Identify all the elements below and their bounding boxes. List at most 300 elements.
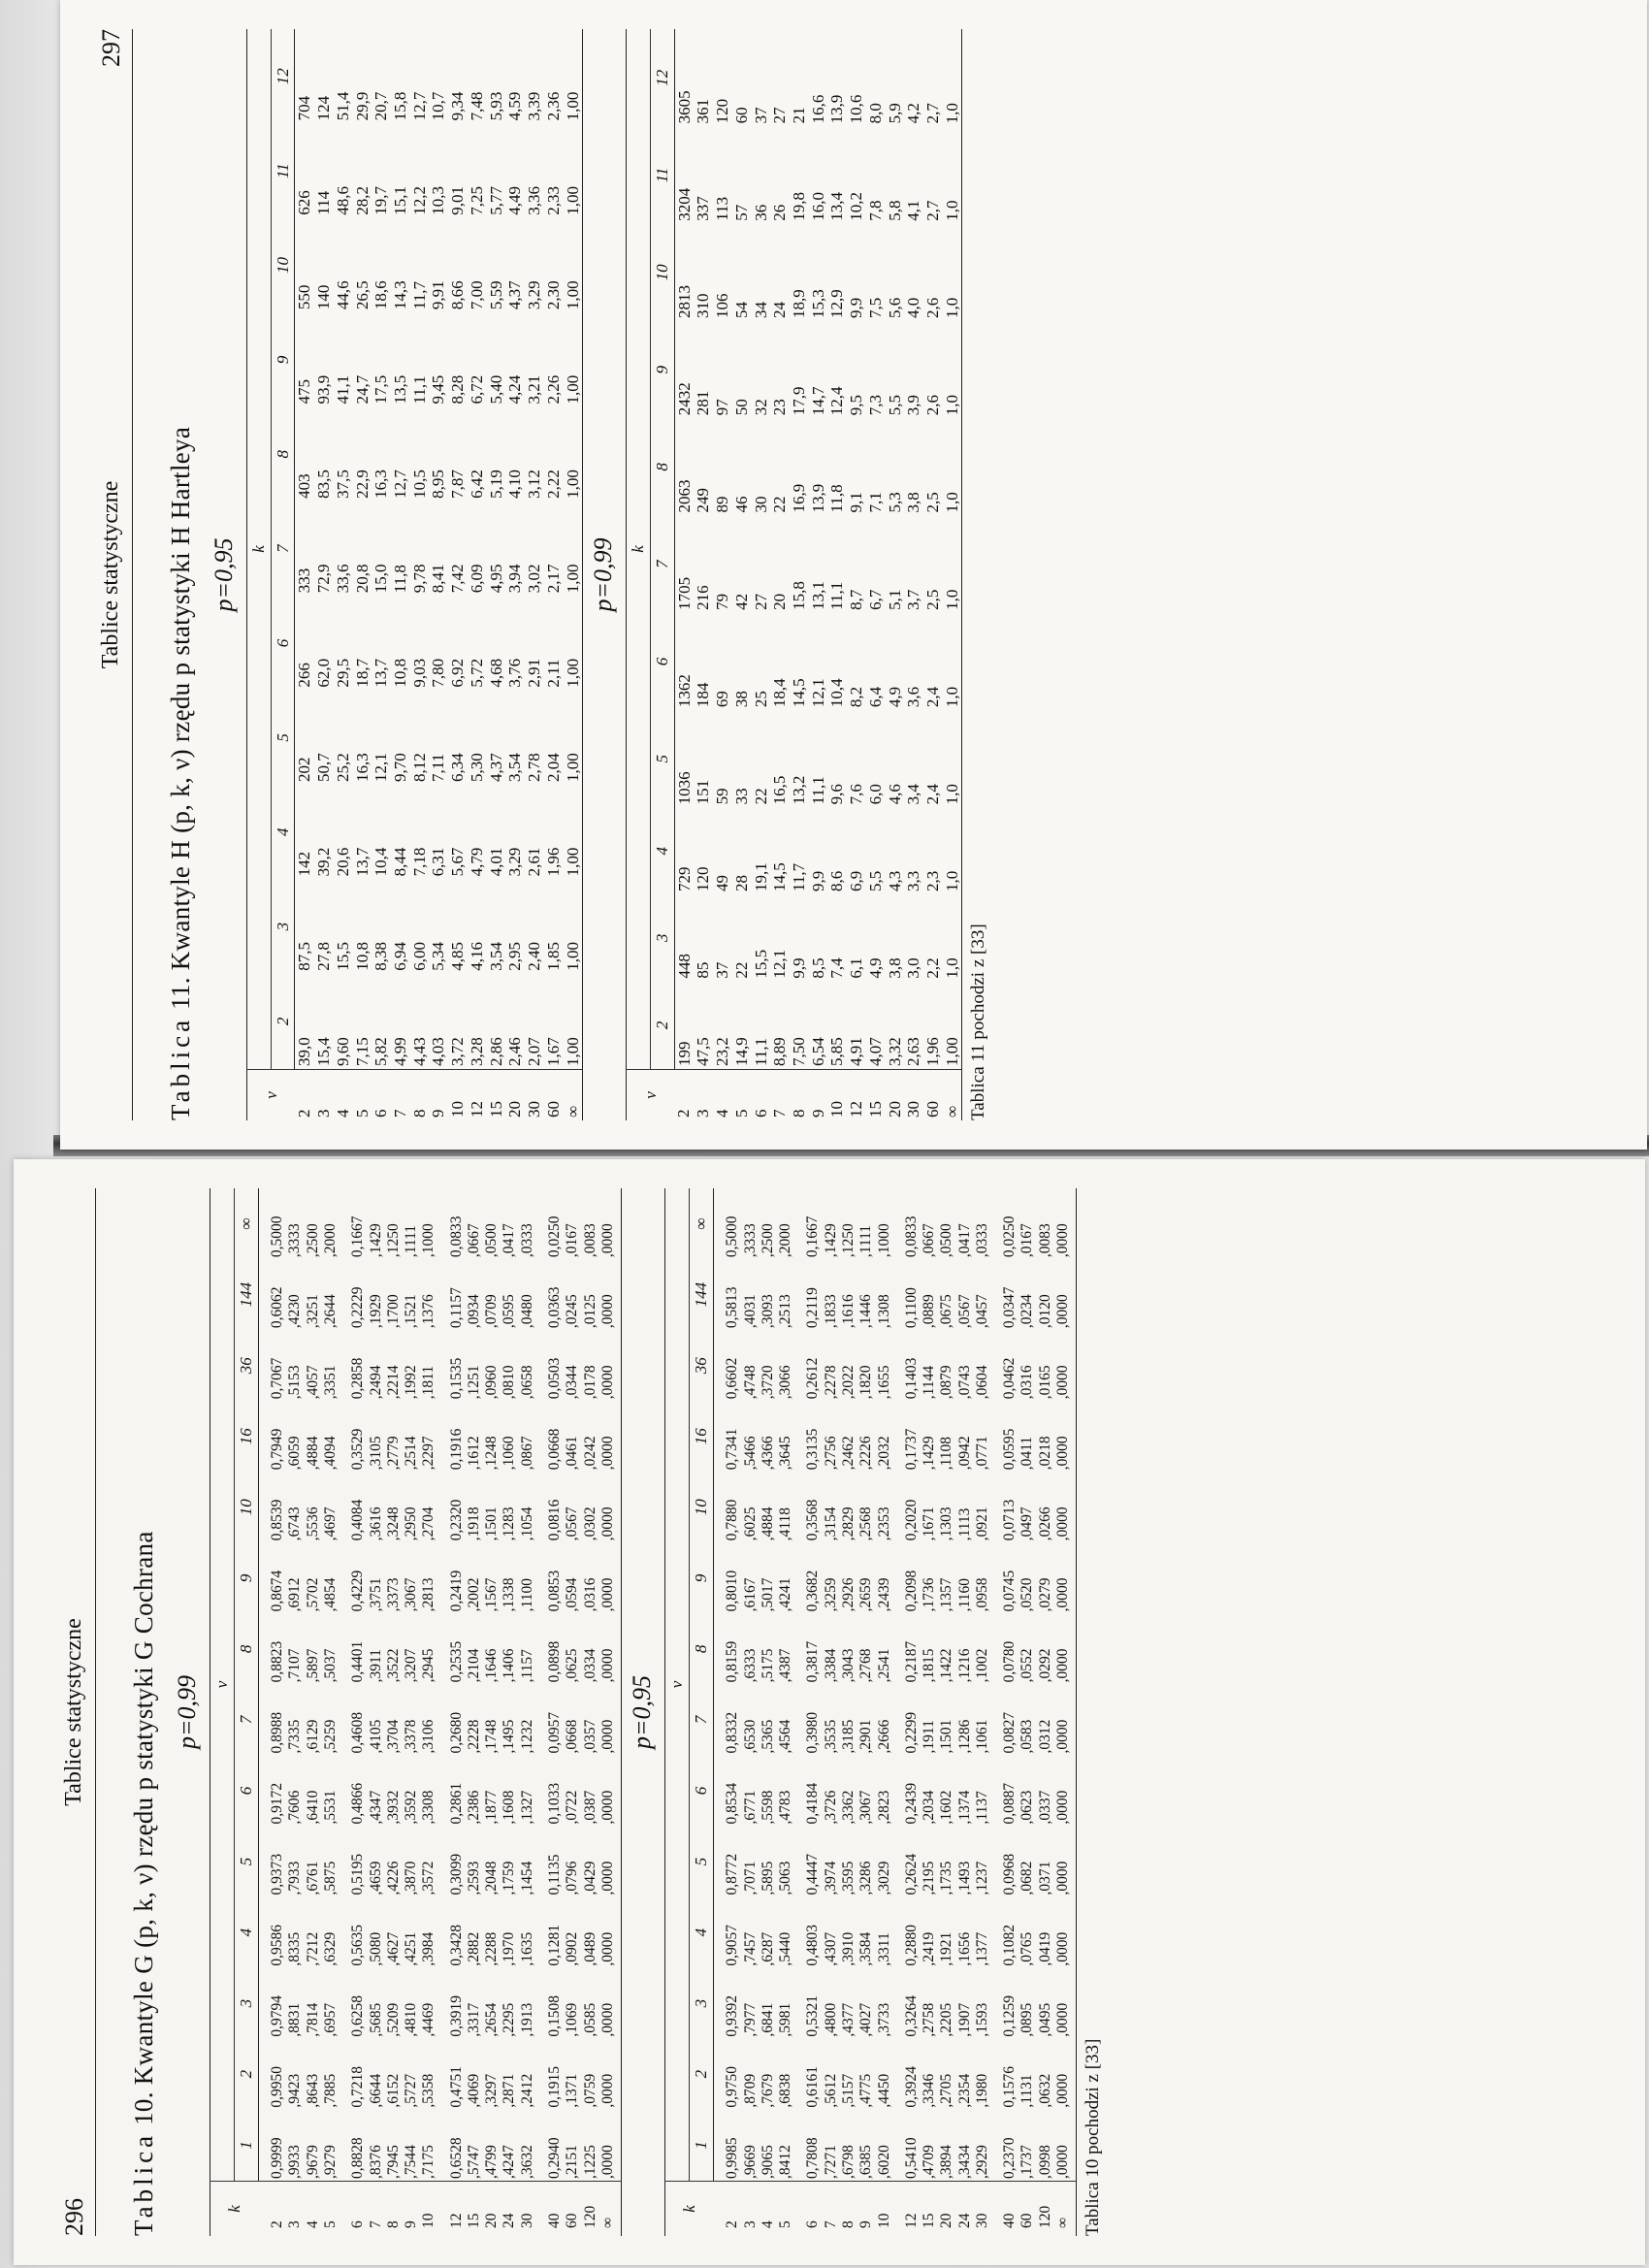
column-header: 5 [690, 1826, 714, 1896]
row-label: 30 [519, 2182, 536, 2237]
row-label: 3 [742, 2182, 760, 2237]
table-cell: 10,5 [409, 470, 429, 499]
table-cell: ,0682 [1018, 1861, 1036, 1895]
table-cell: 10,3 [429, 186, 448, 215]
table-cell: ,0411 [1018, 1436, 1036, 1471]
table-cell: 0,9586 [269, 1924, 286, 1966]
table-cell: ,0337 [1036, 1790, 1053, 1825]
table-cell: 69 [713, 691, 732, 708]
p-value-label: p=0,95 [210, 537, 238, 612]
table-cell: ,4783 [777, 1790, 794, 1825]
table-cell: ,2228 [465, 1719, 482, 1754]
table-cell: ,3333 [286, 1223, 304, 1258]
table-cell: 20,6 [333, 847, 352, 877]
table-cell: ,0000 [1054, 1755, 1077, 1826]
table-cell: 626 [295, 190, 314, 215]
row-variable-header: ν [247, 1070, 295, 1121]
table-cell: 3,39 [525, 91, 544, 121]
table-cell: 4,6 [885, 784, 904, 805]
table-cell: ,0658 [518, 1365, 535, 1400]
table-cell: ,1160 [955, 1578, 973, 1612]
table-row [391, 29, 410, 1120]
table-cell: 6,34 [448, 753, 468, 783]
table-cell: 1,00 [564, 123, 583, 217]
table-row [420, 1188, 437, 2236]
table-cell: 9,9 [789, 957, 808, 979]
table-cell: ,3645 [777, 1436, 794, 1471]
table-cell: 8,66 [448, 280, 468, 310]
table-cell: 6,00 [409, 942, 429, 971]
row-label: ∞ [943, 1070, 962, 1121]
table-cell: 27 [751, 593, 770, 610]
table-cell: 2,40 [525, 942, 544, 971]
table-row [923, 29, 943, 1120]
table-cell: ,0218 [1036, 1436, 1053, 1471]
table-cell: 2,04 [543, 753, 563, 783]
table-cell: ,5063 [777, 1861, 794, 1895]
column-header: 6 [690, 1755, 714, 1826]
table-cell: 2,36 [543, 91, 563, 121]
table-cell: ,1108 [938, 1436, 955, 1471]
table-cell: ,3286 [857, 1861, 875, 1895]
table-cell: 7,48 [467, 91, 486, 121]
table-row [674, 29, 694, 1120]
table-cell: 0,2419 [447, 1570, 465, 1612]
quantile-table [246, 29, 583, 1120]
table-cell: 0,0462 [1001, 1357, 1018, 1400]
table-cell: ,2666 [875, 1719, 892, 1754]
table-cell: 0,4803 [804, 1924, 822, 1966]
table-cell: ,0000 [599, 1330, 622, 1401]
table-cell: ,0000 [1054, 1401, 1077, 1472]
row-label: 9 [429, 1070, 448, 1121]
table-cell: ,2439 [875, 1577, 892, 1612]
table-cell: ,3317 [465, 2002, 482, 2037]
table-cell: 34 [751, 301, 770, 318]
table-cell: ,2412 [518, 2073, 535, 2108]
table-cell: ,0000 [1054, 1259, 1077, 1330]
table-cell: 0,2680 [447, 1711, 465, 1754]
table-cell: ,4226 [384, 1861, 402, 1895]
row-variable-header: ν [627, 1070, 674, 1121]
table-cell: 62,0 [314, 658, 334, 688]
table-cell: 5,72 [467, 658, 486, 688]
table-cell: 11,1 [827, 581, 847, 610]
table-cell: ,0960 [483, 1365, 501, 1400]
table-cell: 10,7 [429, 91, 448, 121]
table-cell: ,0266 [1036, 1507, 1053, 1541]
column-variable-header: k [247, 29, 272, 1070]
table-cell: 7,3 [865, 395, 885, 416]
table-cell: 0,3568 [804, 1499, 822, 1541]
table-cell: ,7212 [304, 1931, 321, 1966]
table-cell: 114 [314, 190, 334, 215]
table-cell: ,2032 [875, 1436, 892, 1471]
table-cell: 16,9 [789, 483, 808, 513]
table-row [582, 1188, 599, 2236]
table-cell: ,1248 [483, 1436, 501, 1471]
table-cell: ,2513 [777, 1294, 794, 1329]
table-cell: 0,2229 [349, 1286, 367, 1329]
table-cell: 0,0363 [546, 1286, 564, 1329]
table-cell: 1,96 [543, 847, 563, 877]
table-cell: ,5981 [777, 2002, 794, 2037]
table-cell: 33 [731, 788, 751, 805]
table-cell: 0,8828 [349, 2137, 367, 2179]
table-cell: 0,7341 [724, 1428, 741, 1471]
table-cell: ,3105 [367, 1436, 384, 1471]
table-cell: ,0934 [465, 1294, 482, 1329]
column-header: 7 [271, 502, 295, 596]
table-cell: 0,0898 [546, 1640, 564, 1683]
table-cell: 0,8539 [269, 1499, 286, 1541]
table-cell: 9,9 [847, 297, 866, 318]
table-cell: 0,1576 [1001, 2066, 1018, 2108]
table-row [876, 1188, 893, 2236]
p-value-label: p=0,99 [589, 537, 618, 612]
table-cell: 8,6 [827, 870, 847, 891]
table-cell: 38 [731, 691, 751, 708]
table-cell: 4,95 [486, 564, 505, 594]
table-cell: ,4748 [741, 1365, 759, 1400]
table-cell: ,2654 [483, 2002, 501, 2037]
table-row [770, 29, 790, 1120]
table-cell: ,0668 [564, 1719, 581, 1754]
row-label: 15 [866, 1070, 886, 1121]
table-cell: 7,80 [429, 658, 448, 688]
column-header: 2 [235, 2039, 259, 2110]
table-cell: 5,85 [827, 1037, 847, 1066]
table-label: Tablica [129, 2131, 158, 2236]
table-cell: 0,5195 [349, 1853, 367, 1895]
table-cell: 41,1 [333, 374, 352, 405]
row-label: 24 [956, 2182, 974, 2237]
table-cell: ,5612 [822, 2073, 839, 2108]
table-cell: 8,44 [391, 847, 410, 877]
table-cell: ,1907 [955, 2002, 973, 2037]
table-cell: 10,8 [391, 658, 410, 688]
table-cell: 14,3 [391, 280, 410, 310]
table-cell: ,1429 [921, 1436, 938, 1471]
table-cell: 0,2299 [902, 1711, 920, 1754]
table-cell: ,5598 [759, 1790, 776, 1825]
table-cell: 4,37 [505, 280, 525, 310]
row-label: 5 [322, 2182, 340, 2237]
table-cell: 7,25 [467, 186, 486, 215]
row-label: 6 [794, 2182, 822, 2237]
table-cell: ,1422 [938, 1648, 955, 1683]
table-cell: 6,54 [808, 1037, 827, 1066]
table-cell: ,1820 [857, 1365, 875, 1400]
column-header: 8 [271, 407, 295, 502]
table-cell: ,2945 [420, 1648, 437, 1683]
table-cell: ,2226 [857, 1436, 875, 1471]
table-cell: 39,2 [314, 847, 334, 877]
table-cell: ,0998 [1036, 2145, 1053, 2179]
table-cell: 0,0853 [546, 1570, 564, 1612]
table-cell: 2,86 [486, 1037, 505, 1066]
table-row [353, 29, 372, 1120]
table-cell: ,1303 [938, 1507, 955, 1541]
table-cell: 4,24 [505, 374, 525, 405]
page-297 [60, 0, 1647, 1150]
table-cell: 89 [713, 496, 732, 513]
table-cell: ,4854 [321, 1577, 339, 1612]
table-cell: 0,2535 [447, 1640, 465, 1683]
table-cell: ,4031 [741, 1294, 759, 1329]
table-cell: 7,18 [409, 847, 429, 877]
table-cell: 8,12 [409, 753, 429, 783]
table-cell: 9,1 [847, 492, 866, 513]
table-row [501, 1188, 518, 2236]
row-label: 4 [713, 1070, 732, 1121]
table-cell: ,1929 [367, 1294, 384, 1329]
table-cell: 4,79 [467, 847, 486, 877]
table-cell: ,5175 [759, 1648, 776, 1683]
table-row [536, 1188, 564, 2236]
table-cell: ,5747 [465, 2145, 482, 2179]
table-cell: ,0000 [1054, 1897, 1077, 1968]
table-cell: ,6912 [286, 1577, 304, 1612]
table-cell: 27,8 [314, 942, 334, 971]
column-header: 4 [690, 1897, 714, 1968]
table-cell: 8,89 [770, 1037, 790, 1066]
table-cell: ,9679 [304, 2145, 321, 2179]
table-cell: ,1131 [1018, 2074, 1036, 2108]
table-cell: 16,3 [352, 753, 372, 783]
table-cell: 9,91 [429, 280, 448, 310]
table-cell: ,1250 [839, 1223, 857, 1258]
table-cell: ,1656 [955, 1931, 973, 1966]
table-cell: ,3362 [839, 1790, 857, 1825]
table-cell: 16,3 [372, 470, 391, 499]
table-cell: ,6530 [741, 1719, 759, 1754]
row-label: 60 [923, 1070, 943, 1121]
table-cell: 3,36 [525, 186, 544, 215]
row-label: 20 [505, 1070, 525, 1121]
table-cell: ,0567 [564, 1507, 581, 1541]
table-cell: ,1286 [955, 1719, 973, 1754]
table-cell: ,6644 [367, 2073, 384, 2108]
table-cell: ,0921 [973, 1507, 990, 1541]
table-cell: 120 [713, 98, 732, 124]
table-cell: 0,3817 [804, 1640, 822, 1683]
table-title-text: 11. Kwantyle H (p, k, ν) rzędu p statystyki H Hartleya [166, 426, 195, 1017]
table-blocks [173, 1188, 1077, 2236]
table-cell: 7,87 [448, 470, 468, 499]
table-cell: 1,0 [943, 807, 962, 894]
table-cell: 8,95 [429, 470, 448, 499]
table-cell: ,6329 [321, 1931, 339, 1966]
row-label: 2 [674, 1070, 694, 1121]
table-cell: 3,72 [448, 1037, 468, 1066]
table-cell: ,0000 [599, 1968, 622, 2039]
column-header: 2 [271, 974, 295, 1070]
table-cell: ,3297 [483, 2073, 501, 2108]
table-cell: ,6841 [759, 2002, 776, 2037]
table-cell: 4,59 [505, 91, 525, 121]
table-cell: 60 [731, 107, 751, 124]
table-cell: ,3584 [857, 1931, 875, 1966]
column-header: 12 [650, 29, 674, 126]
table-cell: 0,1667 [349, 1215, 367, 1258]
table-cell: ,0500 [483, 1223, 501, 1258]
table-cell: 29,5 [333, 658, 352, 688]
table-cell: ,3185 [839, 1719, 857, 1754]
table-cell: 14,5 [789, 678, 808, 708]
table-cell: 4,43 [409, 1037, 429, 1066]
table-cell: ,0234 [1018, 1294, 1036, 1329]
table-cell: ,3911 [367, 1649, 384, 1683]
table-cell: 1,0 [943, 613, 962, 710]
table-cell: ,2214 [384, 1365, 402, 1400]
table-cell: 6,9 [847, 870, 866, 891]
table-row [487, 29, 506, 1120]
column-header: 6 [235, 1755, 259, 1826]
table-cell: ,0344 [564, 1365, 581, 1400]
row-label: 120 [582, 2182, 599, 2237]
table-cell: 0,7067 [269, 1357, 286, 1400]
rotated-content [60, 0, 1647, 1150]
row-label: 2 [295, 1070, 314, 1121]
table-cell: 37 [713, 961, 732, 979]
table-cell: ,0165 [1036, 1365, 1053, 1400]
table-cell: ,3595 [839, 1861, 857, 1895]
table-cell: 15,4 [314, 1037, 334, 1066]
table-cell: ,0889 [921, 1294, 938, 1329]
table-cell: 5,9 [885, 103, 904, 124]
table-cell: 8,28 [448, 374, 468, 405]
row-label: 9 [809, 1070, 828, 1121]
table-cell: 3,54 [505, 753, 525, 783]
column-variable-header: ν [210, 1188, 235, 2182]
table-cell: ,3720 [759, 1365, 776, 1400]
table-cell: 4,9 [885, 686, 904, 708]
column-header: 7 [235, 1684, 259, 1755]
table-cell: ,0242 [581, 1436, 598, 1471]
row-label: 9 [857, 2182, 875, 2237]
table-cell: 6,09 [467, 564, 486, 594]
table-cell: ,7175 [420, 2145, 437, 2179]
table-cell: ,9065 [759, 2145, 776, 2179]
column-variable-header: ν [665, 1188, 690, 2182]
table-cell: ,2514 [403, 1436, 420, 1471]
table-cell: ,1911 [921, 1720, 938, 1754]
table-row [466, 1188, 483, 2236]
table-cell: 49 [713, 875, 732, 891]
table-cell: ,2048 [483, 1861, 501, 1895]
table-cell: 3,12 [525, 470, 544, 499]
row-label: 60 [1018, 2182, 1036, 2237]
table-cell: ,0312 [1036, 1719, 1053, 1754]
table-row [505, 29, 525, 1120]
table-cell: ,0480 [518, 1294, 535, 1329]
table-cell: ,3592 [403, 1790, 420, 1825]
table-row [483, 1188, 501, 2236]
table-cell: 14,5 [770, 862, 790, 891]
table-cell: 0,4084 [349, 1499, 367, 1541]
table-row [385, 1188, 403, 2236]
table-cell: ,5037 [321, 1648, 339, 1683]
table-cell: 0,8534 [724, 1782, 741, 1825]
table-cell: 36 [751, 204, 770, 221]
table-cell: 11,7 [789, 862, 808, 891]
table-cell: ,6167 [741, 1577, 759, 1612]
row-label: 60 [544, 1070, 564, 1121]
table-cell: ,2823 [875, 1790, 892, 1825]
column-header: 144 [235, 1259, 259, 1330]
table-cell: 11,1 [808, 776, 827, 805]
table-cell: ,4469 [420, 2002, 437, 2037]
table-cell: 9,60 [333, 1037, 352, 1066]
table-cell: ,4387 [777, 1648, 794, 1683]
table-cell: ,5259 [321, 1719, 339, 1754]
column-header: 10 [235, 1472, 259, 1542]
table-row [340, 1188, 367, 2236]
table-cell: ,2926 [839, 1577, 857, 1612]
table-cell: 0,3099 [447, 1853, 465, 1895]
table-cell: ,0743 [955, 1365, 973, 1400]
table-cell: 6,7 [865, 589, 885, 610]
table-cell: ,2000 [777, 1223, 794, 1258]
table-cell: ,1833 [822, 1294, 839, 1329]
table-cell: ,0457 [973, 1294, 990, 1329]
table-cell: 0,0745 [1001, 1570, 1018, 1612]
table-cell: 124 [314, 95, 334, 121]
table-cell: 216 [694, 585, 713, 610]
table-cell: 142 [295, 851, 314, 877]
table-cell: ,2205 [938, 2002, 955, 2037]
table-cell: 0,4447 [804, 1853, 822, 1895]
table-cell: 4,99 [391, 1037, 410, 1066]
row-label: ∞ [1054, 2182, 1077, 2237]
table-cell: ,0333 [973, 1223, 990, 1258]
table-cell: ,5536 [304, 1507, 321, 1541]
table-cell: 3,4 [904, 784, 923, 805]
table-cell: 3,28 [467, 1037, 486, 1066]
table-cell: 18,6 [372, 280, 391, 310]
column-header: 36 [235, 1330, 259, 1401]
table-cell: ,2829 [839, 1507, 857, 1541]
table-cell: 93,9 [314, 374, 334, 405]
table-cell: 2,2 [923, 957, 942, 979]
table-cell: ,6957 [321, 2002, 339, 2037]
table-cell: ,0000 [1054, 1613, 1077, 1684]
table-cell: 0,3980 [804, 1711, 822, 1754]
table-cell: 5,93 [486, 91, 505, 121]
table-cell: 13,7 [352, 847, 372, 877]
table-cell: ,2288 [483, 1931, 501, 1966]
table-cell: 85 [694, 961, 713, 979]
table-cell: ,5209 [384, 2002, 402, 2037]
table-row [259, 1188, 287, 2236]
table-cell: ,1593 [973, 2002, 990, 2037]
table-cell: 2432 [674, 382, 694, 416]
table-cell: 32 [751, 399, 770, 416]
table-cell: ,2500 [304, 1223, 321, 1258]
quantile-table [210, 1188, 622, 2236]
table-cell: ,1748 [483, 1719, 501, 1754]
table-cell: ,4564 [777, 1719, 794, 1754]
table-cell: 151 [694, 779, 713, 805]
row-label: 4 [305, 2182, 322, 2237]
table-cell: 79 [713, 593, 732, 610]
table-cell: ,1377 [973, 1931, 990, 1966]
header-row [627, 29, 651, 1120]
row-label: 30 [525, 1070, 544, 1121]
table-cell: 2,4 [923, 784, 942, 805]
running-header [52, 1188, 96, 2236]
